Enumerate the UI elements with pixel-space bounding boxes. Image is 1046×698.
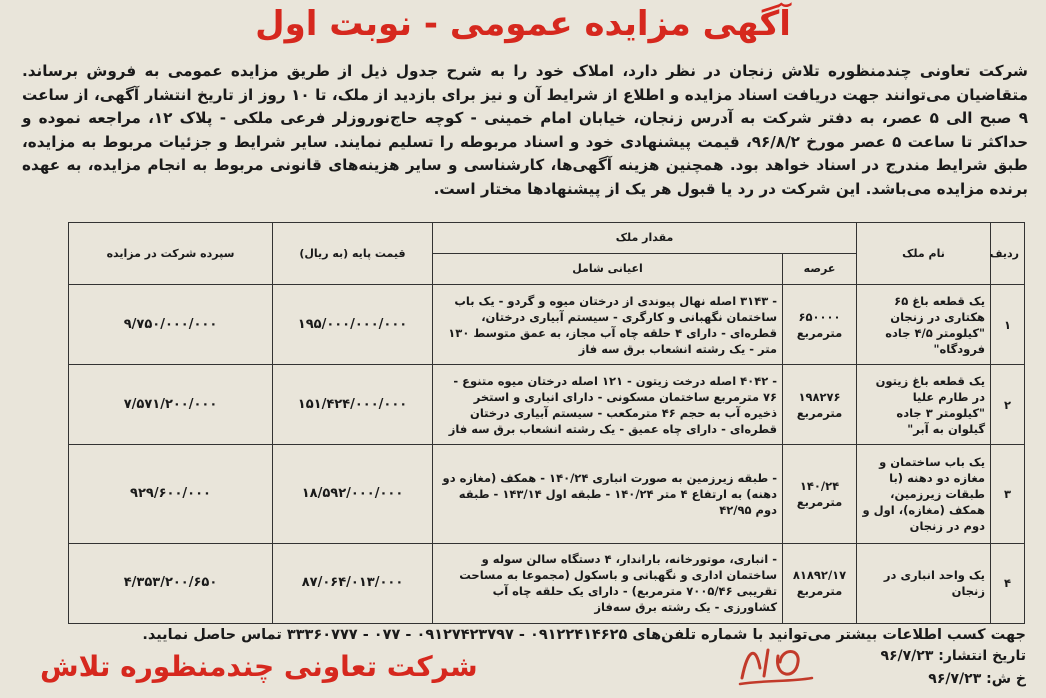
property-area: ۱۹۸۲۷۶ مترمربع xyxy=(783,365,857,445)
deposit-amount: ۹/۷۵۰/۰۰۰/۰۰۰ xyxy=(69,285,273,365)
base-price: ۱۹۵/۰۰۰/۰۰۰/۰۰۰ xyxy=(273,285,433,365)
property-building: - طبقه زیرزمین به صورت انباری ۱۴۰/۲۴ - همکف (مغازه دو دهنه) به ارتفاع ۴ متر ۱۴۰/۲۴ - طبقه اول ۱۴۳/۱۴ - طبقه دوم ۴۲/۹۵ xyxy=(433,445,783,543)
header-building: اعیانی شامل xyxy=(433,254,783,285)
row-number: ۱ xyxy=(991,285,1025,365)
property-area: ۶۵۰۰۰۰ مترمربع xyxy=(783,285,857,365)
deposit-amount: ۴/۳۵۳/۲۰۰/۶۵۰ xyxy=(69,543,273,623)
header-deposit: سپرده شرکت در مزایده xyxy=(69,223,273,285)
property-area: ۱۴۰/۲۴ مترمربع xyxy=(783,445,857,543)
contact-info: جهت کسب اطلاعات بیشتر می‌توانید با شماره تلفن‌های ۰۹۱۲۲۴۱۴۶۲۵ - ۰۹۱۲۷۴۲۳۷۹۷ - ۰۷۷ - ۳۳۳۶۰۷۷۷ تماس حاصل نمایید. xyxy=(142,627,1026,643)
row-number: ۲ xyxy=(991,365,1025,445)
table-row xyxy=(69,445,1025,543)
table-row xyxy=(69,365,1025,445)
handwritten-number xyxy=(734,638,814,688)
base-price: ۸۷/۰۶۴/۰۱۳/۰۰۰ xyxy=(273,543,433,623)
property-building: - انباری، موتورخانه، باراندار، ۴ دستگاه سالن سوله و ساختمان اداری و نگهبانی و باسکول (مجموعا به مساحت تقریبی ۷۰۰۵/۴۶ مترمربع) - دارای یک حلقه چاه آب کشاورزی - یک رشته برق سه‌فاز xyxy=(433,543,783,623)
base-price: ۱۵۱/۴۲۴/۰۰۰/۰۰۰ xyxy=(273,365,433,445)
header-name: نام ملک xyxy=(857,223,991,285)
row-number: ۳ xyxy=(991,445,1025,543)
serial-number: خ ش: ۹۶/۷/۲۳ xyxy=(928,671,1026,687)
property-building: - ۳۱۴۳ اصله نهال پیوندی از درختان میوه و گردو - یک باب ساختمان نگهبانی و کارگری - سیستم آبیاری درختان، قطره‌ای - دارای ۴ حلقه چاه آب مجاز، به عمق متوسط ۱۳۰ متر - یک رشته انشعاب برق سه فاز xyxy=(433,285,783,365)
header-row-num: ردیف xyxy=(991,223,1025,285)
header-price: قیمت پایه (به ریال) xyxy=(273,223,433,285)
property-building: - ۴۰۴۲ اصله درخت زیتون - ۱۲۱ اصله درختان میوه متنوع - ۷۶ مترمربع ساختمان مسکونی - دارای انبارى و استخر ذخیره آب به حجم ۴۶ مترمکعب - سیستم آبیاری درختان قطره‌ای - دارای چاه عمیق - یک رشته انشعاب برق سه فاز xyxy=(433,365,783,445)
company-signature: شرکت تعاونی چندمنظوره تلاش xyxy=(40,650,478,683)
property-name: یک قطعه باغ ۶۵ هکتاری در زنجان "کیلومتر ۴/۵ جاده فرودگاه" xyxy=(857,285,991,365)
publish-date: تاریخ انتشار: ۹۶/۷/۲۳ xyxy=(880,648,1026,664)
base-price: ۱۸/۵۹۲/۰۰۰/۰۰۰ xyxy=(273,445,433,543)
property-area: ۸۱۸۹۲/۱۷ مترمربع xyxy=(783,543,857,623)
property-table xyxy=(68,222,1025,624)
property-name: یک واحد انباری در زنجان xyxy=(857,543,991,623)
deposit-amount: ۷/۵۷۱/۲۰۰/۰۰۰ xyxy=(69,365,273,445)
row-number: ۴ xyxy=(991,543,1025,623)
notice-title: آگهی مزایده عمومی - نوبت اول xyxy=(255,4,791,44)
property-name: یک باب ساختمان و مغازه دو دهنه (با طبقات زیرزمین، همکف (مغازه)، اول و دوم در زنجان xyxy=(857,445,991,543)
header-amount: مقدار ملک xyxy=(433,223,857,254)
table-row xyxy=(69,543,1025,623)
property-name: یک قطعه باغ زیتون در طارم علیا "کیلومتر ۳ جاده گیلوان به آبر" xyxy=(857,365,991,445)
deposit-amount: ۹۲۹/۶۰۰/۰۰۰ xyxy=(69,445,273,543)
table-row xyxy=(69,285,1025,365)
header-area: عرصه xyxy=(783,254,857,285)
notice-intro: شرکت تعاونی چندمنظوره تلاش زنجان در نظر دارد، املاک خود را به شرح جدول ذیل از طریق مزایده عمومی به فروش برساند. متقاضیان می‌توانند جهت دریافت اسناد مزایده و اطلاع از شرایط آن و نیز برای بازدید از ملک، تا ۱۰ روز از تاریخ انتشار آگهی، از ساعت ۹ صبح الی ۵ عصر، به دفتر شرکت به آدرس زنجان، خیابان امام خمینی - کوچه حاج‌نوروزلر فرعی ملکی - پلاک ۱۲، مراجعه نموده و حداکثر تا ساعت ۵ عصر مورخ ۹۶/۸/۲، قیمت پیشنهادی خود و اسناد مربوطه را تسلیم نمایند. سایر شرایط و جزئیات مربوط به مزایده، طبق شرایط مندرج در اسناد خواهد بود. همچنین هزینه آگهی‌ها، کارشناسی و سایر هزینه‌های قانونی مربوط به انجام مزایده، به عهده برنده مزایده می‌باشد. این شرکت در رد یا قبول هر یک از پیشنهادها مختار است. xyxy=(22,62,1029,198)
table-header-row xyxy=(69,223,1025,254)
